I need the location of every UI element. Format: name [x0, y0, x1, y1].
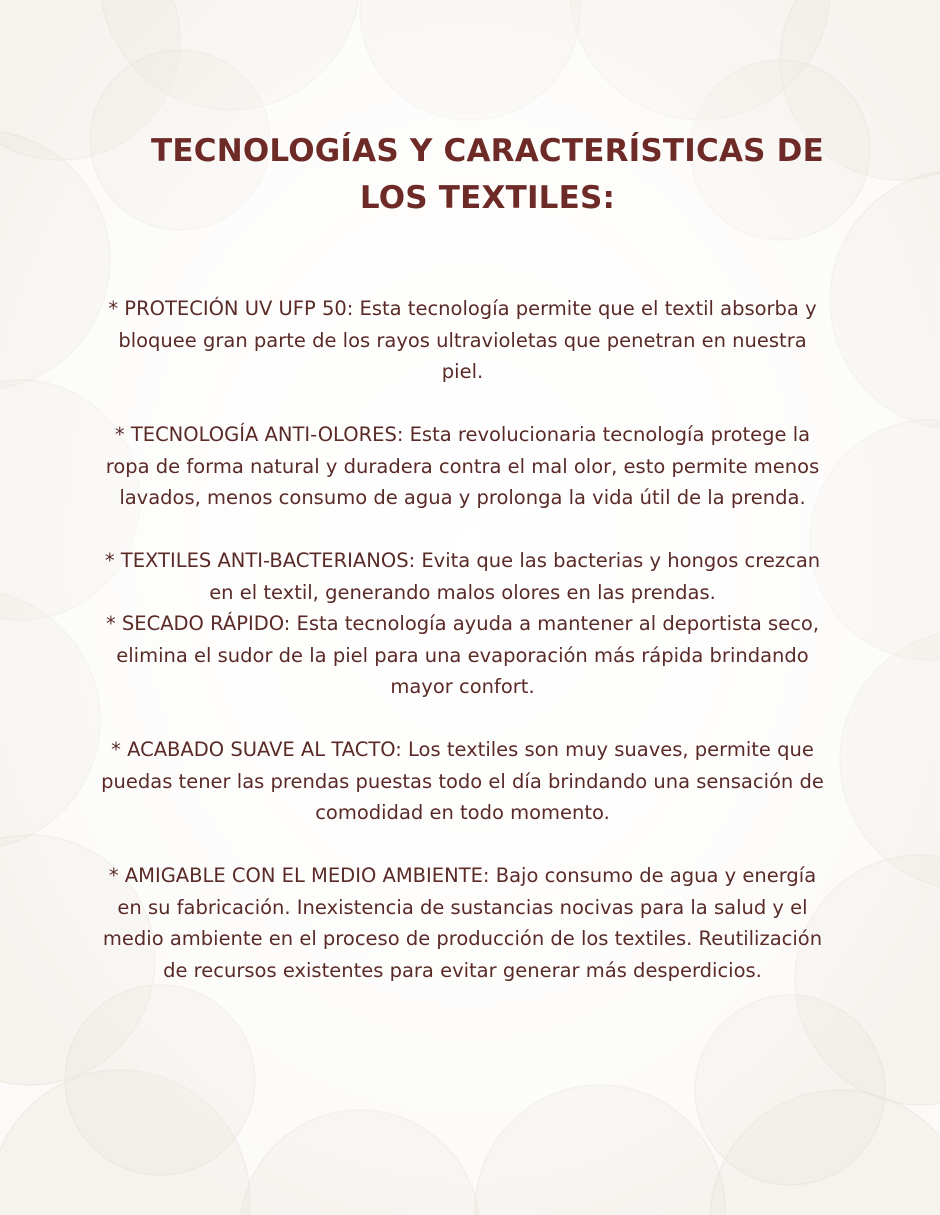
feature-quick-dry: * SECADO RÁPIDO: Esta tecnología ayuda a mantener al deportista seco, elimina el sudor de la piel para una evaporación más rápida brindando mayor confort.: [105, 612, 820, 698]
features-list: [95, 293, 830, 986]
feature-anti-bacterial: * TEXTILES ANTI-BACTERIANOS: Evita que las bacterias y hongos crezcan en el textil, generando malos olores en las prendas.: [104, 549, 821, 604]
page-title: TECNOLOGÍAS Y CARACTERÍSTICAS DE LOS TEXTILES:: [151, 133, 824, 216]
feature-uv-protection: * PROTECIÓN UV UFP 50: Esta tecnología permite que el textil absorba y bloquee gran parte de los rayos ultravioletas que penetran en nuestra piel.: [108, 297, 817, 383]
feature-soft-finish: * ACABADO SUAVE AL TACTO: Los textiles son muy suaves, permite que puedas tener las prendas puestas todo el día brindando una sensación de comodidad en todo momento.: [101, 738, 824, 824]
feature-eco-friendly: * AMIGABLE CON EL MEDIO AMBIENTE: Bajo consumo de agua y energía en su fabricación. Inexistencia de sustancias nocivas para la salud y el medio ambiente en el proceso de producción de los textiles. Reutilización de recursos existentes para evitar generar más desperdicios.: [102, 864, 823, 982]
feature-anti-odor: * TECNOLOGÍA ANTI-OLORES: Esta revolucionaria tecnología protege la ropa de forma natural y duradera contra el mal olor, esto permite menos lavados, menos consumo de agua y prolonga la vida útil de la prenda.: [105, 423, 820, 509]
